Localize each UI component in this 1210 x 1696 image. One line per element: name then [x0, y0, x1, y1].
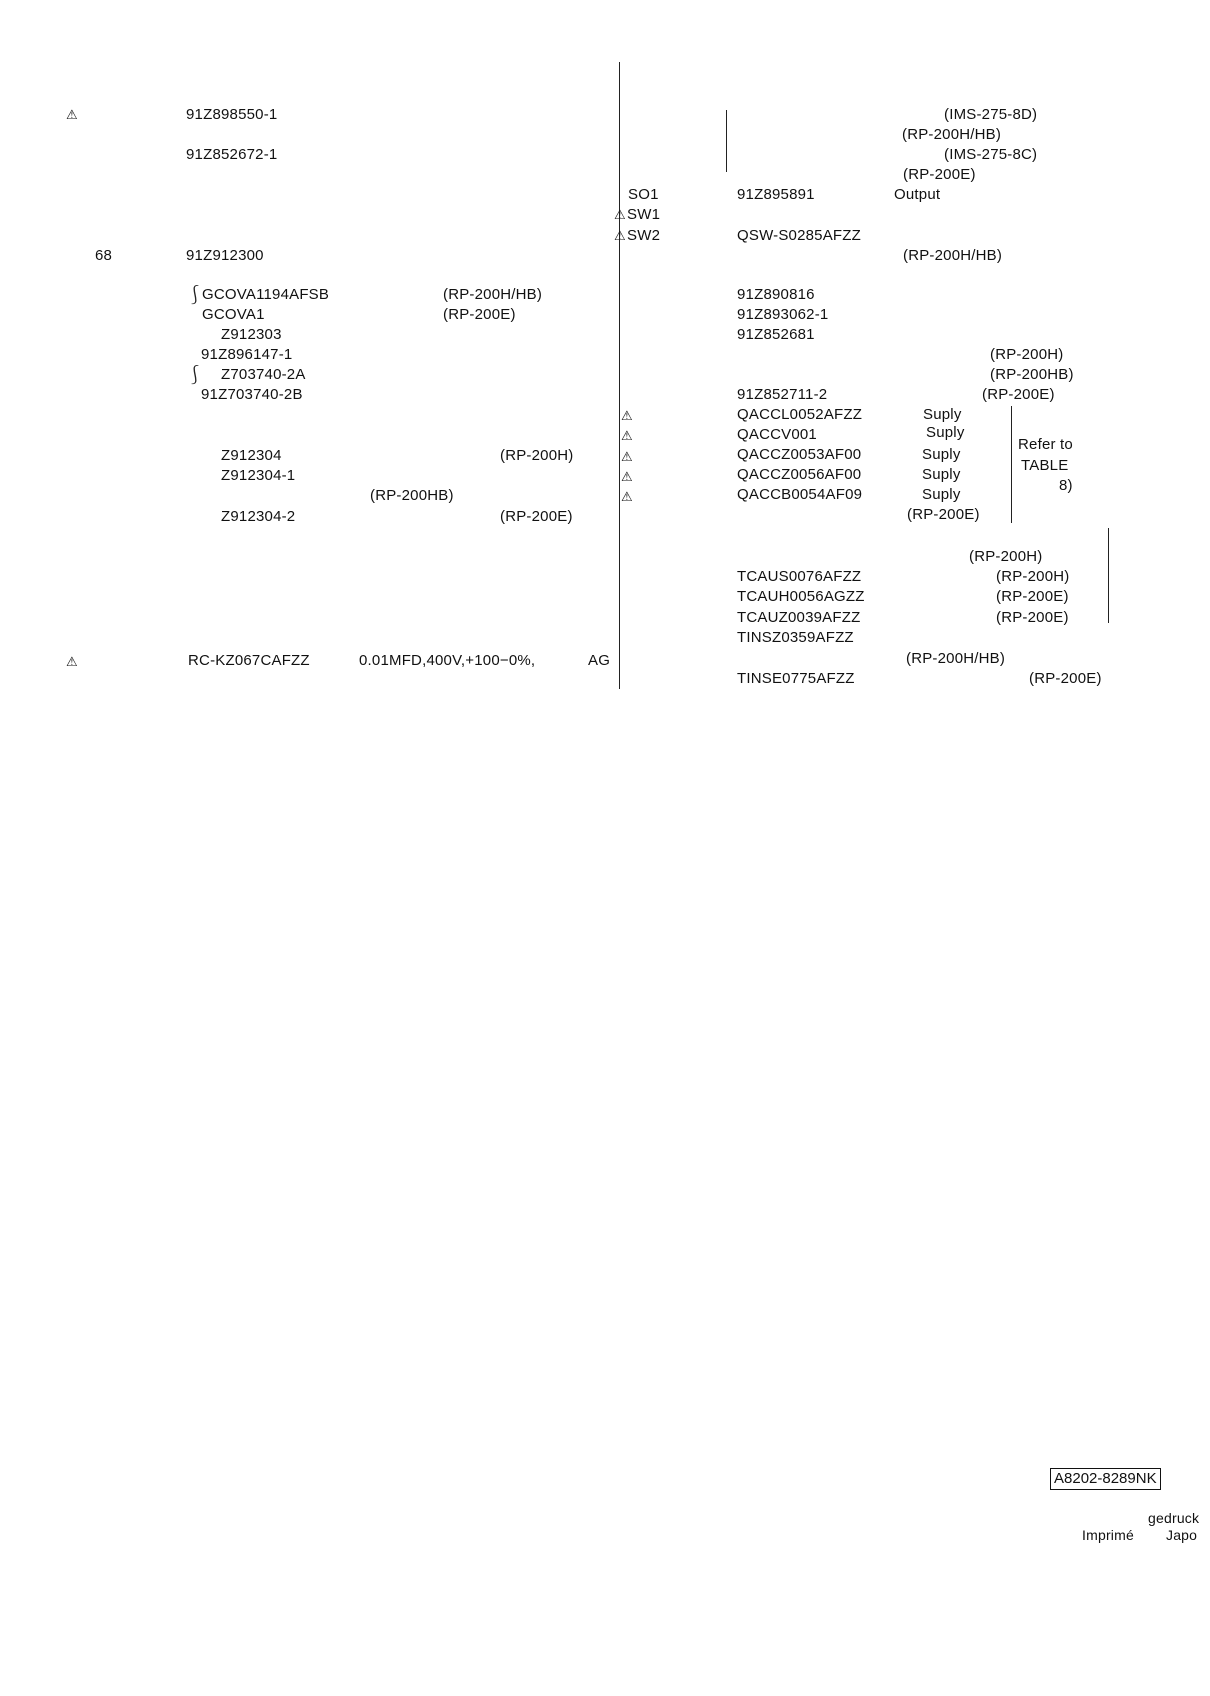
model-label: (RP-200H): [500, 447, 574, 464]
note-text: Refer to: [1018, 436, 1073, 453]
part-number: RC-KZ067CAFZZ: [188, 652, 310, 669]
part-description: Suply: [923, 406, 962, 423]
part-number: 91Z852672-1: [186, 146, 278, 163]
model-label: (IMS-275-8D): [944, 106, 1038, 123]
model-label: (RP-200H/HB): [903, 247, 1003, 264]
printed-in: Imprimé: [1082, 1527, 1134, 1543]
model-label: (IMS-275-8C): [944, 146, 1038, 163]
note-text: 8): [1059, 477, 1073, 494]
warning-icon: ⚠: [614, 207, 626, 222]
part-number: 91Z898550-1: [186, 106, 278, 123]
bracket-line: [1108, 528, 1109, 623]
model-label: (RP-200H/HB): [443, 286, 543, 303]
note-text: TABLE: [1021, 457, 1069, 474]
part-number: QACCL0052AFZZ: [737, 406, 863, 423]
part-number: TCAUH0056AGZZ: [737, 588, 865, 605]
model-label: (RP-200E): [907, 506, 980, 523]
part-number: QACCZ0056AF00: [737, 466, 862, 483]
ref-sw1: SW1: [627, 206, 661, 223]
bracket-line: [726, 110, 727, 172]
part-number: Z703740-2A: [221, 366, 306, 383]
warning-icon: ⚠: [621, 469, 633, 484]
warning-icon: ⚠: [621, 489, 633, 504]
part-number: GCOVA1: [202, 306, 265, 323]
part-description: Suply: [922, 446, 961, 463]
model-label: (RP-200E): [982, 386, 1055, 403]
part-number: QACCB0054AF09: [737, 486, 863, 503]
warning-icon: ⚠: [66, 654, 78, 669]
part-number: 91Z703740-2B: [201, 386, 303, 403]
warning-icon: ⚠: [621, 449, 633, 464]
model-label: (RP-200E): [996, 588, 1069, 605]
model-label: (RP-200H/HB): [906, 650, 1006, 667]
model-label: (RP-200E): [443, 306, 516, 323]
model-label: (RP-200H/HB): [902, 126, 1002, 143]
part-number: QACCZ0053AF00: [737, 446, 862, 463]
part-description: Output: [894, 186, 941, 203]
model-label: (RP-200E): [903, 166, 976, 183]
model-label: (RP-200HB): [370, 487, 454, 504]
model-label: (RP-200E): [1029, 670, 1102, 687]
brace: ⎰: [186, 285, 204, 305]
printed-in: Japo: [1166, 1527, 1198, 1543]
part-number: 91Z893062-1: [737, 306, 829, 323]
part-number: Z912304-2: [221, 508, 296, 525]
part-description: Suply: [922, 466, 961, 483]
model-label: (RP-200H): [996, 568, 1070, 585]
part-number: 91Z852681: [737, 326, 815, 343]
part-number: 91Z896147-1: [201, 346, 293, 363]
warning-icon: ⚠: [614, 228, 626, 243]
part-description: 0.01MFD,400V,+100−0%,: [359, 652, 536, 669]
model-label: (RP-200E): [996, 609, 1069, 626]
model-label: (RP-200HB): [990, 366, 1074, 383]
printed-in: gedruck: [1148, 1510, 1200, 1526]
ref-so1: SO1: [628, 186, 659, 203]
brace: ⎰: [186, 365, 204, 385]
part-number: Z912303: [221, 326, 282, 343]
part-description: Suply: [922, 486, 961, 503]
part-number: TINSE0775AFZZ: [737, 670, 855, 687]
part-code: AG: [588, 652, 611, 669]
part-number: Z912304-1: [221, 467, 296, 484]
part-description: Suply: [926, 424, 965, 441]
part-number: 91Z912300: [186, 247, 264, 264]
warning-icon: ⚠: [621, 408, 633, 423]
warning-icon: ⚠: [621, 428, 633, 443]
part-number: 91Z852711-2: [737, 386, 828, 403]
part-number: Z912304: [221, 447, 282, 464]
item-number: 68: [95, 247, 113, 264]
part-number: QACCV001: [737, 426, 817, 443]
model-label: (RP-200E): [500, 508, 573, 525]
model-label: (RP-200H): [990, 346, 1064, 363]
part-number: 91Z890816: [737, 286, 815, 303]
document-code: A8202-8289NK: [1050, 1468, 1161, 1490]
warning-icon: ⚠: [66, 107, 78, 122]
part-number: TCAUS0076AFZZ: [737, 568, 862, 585]
bracket-line: [1011, 406, 1012, 523]
part-number: TINSZ0359AFZZ: [737, 629, 854, 646]
ref-sw2: SW2: [627, 227, 661, 244]
part-number: QSW-S0285AFZZ: [737, 227, 862, 244]
column-divider: [619, 62, 620, 689]
model-label: (RP-200H): [969, 548, 1043, 565]
part-number: 91Z895891: [737, 186, 815, 203]
part-number: TCAUZ0039AFZZ: [737, 609, 861, 626]
part-number: GCOVA1194AFSB: [202, 286, 330, 303]
